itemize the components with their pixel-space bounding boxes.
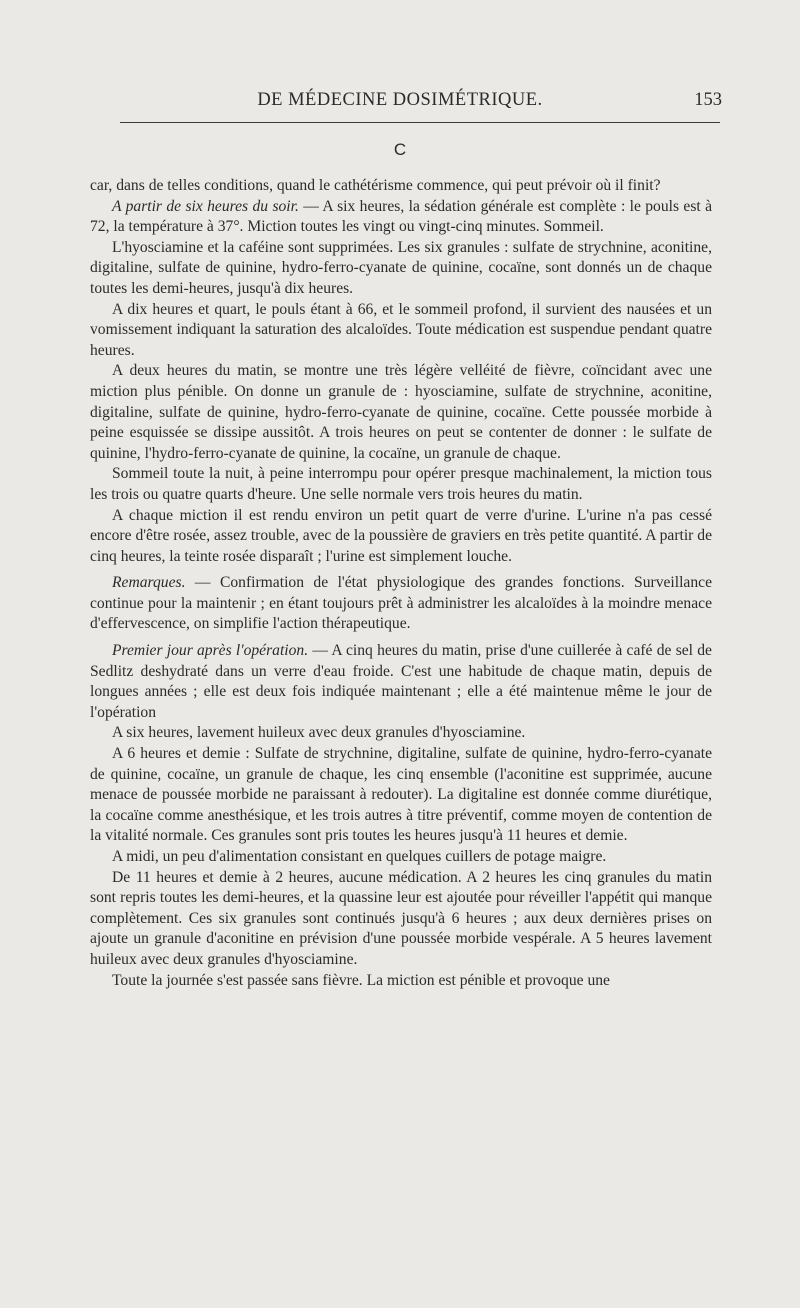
page-header — [90, 86, 722, 116]
paragraph-text: — Confirmation de l'état physiologique des grandes fonctions. Surveillance continue pour la maintenir ; en étant toujours prêt à administrer les alcaloïdes à la moindre menace d'effervescence, on simplifie l'action thérapeutique. — [90, 574, 712, 633]
paragraph — [90, 868, 712, 971]
paragraph-text: A midi, un peu d'alimentation consistant en quelques cuillers de potage maigre. — [112, 848, 607, 865]
header-rule — [120, 122, 720, 123]
paragraph-text: A 6 heures et demie : Sulfate de strychnine, digitaline, sulfate de quinine, hydro-ferro-cyanate de quinine, cocaïne, un granule de chaque, les cinq ensemble (l'aconitine est supprimée, aucune menace de poussée morbide ne paraissant à redouter). La digitaline est donnée comme diurétique, la cocaïne comme anesthésique, et les trois autres à titre préventif, comme moyen de contention de la vitalité normale. Ces granules sont pris toutes les heures jusqu'à 11 heures et demie. — [90, 745, 712, 845]
paragraph — [90, 361, 712, 464]
paragraph — [90, 506, 712, 568]
running-title: DE MÉDECINE DOSIMÉTRIQUE. — [257, 90, 543, 110]
paragraph-text: De 11 heures et demie à 2 heures, aucune médication. A 2 heures les cinq granules du matin sont repris toutes les demi-heures, et la quassine leur est ajoutée pour réveiller l'appétit qui manque complètement. Ces six granules sont continués jusqu'à 6 heures ; aux deux dernières prises on ajoute un granule d'aconitine en prévision d'une poussée morbide vespérale. A 5 heures lavement huileux avec deux granules d'hyosciamine. — [90, 868, 712, 968]
paragraph — [90, 641, 712, 723]
paragraph — [90, 464, 712, 505]
paragraph — [90, 300, 712, 362]
paragraph-text: A deux heures du matin, se montre une très légère velléité de fièvre, coïncidant avec une miction plus pénible. On donne un granule de : hyosciamine, sulfate de strychnine, aconitine, digitaline, sulfate de quinine, hydro-ferro-cyanate de quinine, cocaïne. Cette poussée morbide à peine esquissée se dissipe aussitôt. A trois heures on peut se contenter de donner : le sulfate de quinine, l'hydro-ferro-cyanate de quinine, la cocaïne, un granule de chaque. — [90, 362, 712, 462]
paragraph-text: L'hyosciamine et la caféine sont supprimées. Les six granules : sulfate de strychnine, aconitine, digitaline, sulfate de quinine, hydro-ferro-cyanate de quinine, cocaïne, sont donnés un de chaque toutes les demi-heures, jusqu'à dix heures. — [90, 238, 712, 297]
paragraph-text: — A six heures, la sédation générale est complète : le pouls est à 72, la température à 37°. Miction toutes les vingt ou vingt-cinq minutes. Sommeil. — [90, 197, 713, 236]
paragraph-text: Toute la journée s'est passée sans fièvre. La miction est pénible et provoque une — [112, 971, 610, 989]
paragraph-text: Sommeil toute la nuit, à peine interrompu pour opérer presque machinalement, la miction tous les trois ou quatre quarts d'heure. Une selle normale vers trois heures du matin. — [90, 465, 712, 503]
paragraph — [90, 176, 712, 197]
paragraph-text: A chaque miction il est rendu environ un petit quart de verre d'urine. L'urine n'a pas cessé encore d'être rosée, assez trouble, avec de la poussière de graviers en très petite quantité. A partir de cinq heures, la teinte rosée disparaît ; l'urine est simplement louche. — [90, 506, 712, 565]
paragraph — [90, 744, 712, 847]
signature-mark: C — [393, 140, 407, 159]
paragraph-heading: Premier jour après l'opération. — [112, 642, 309, 660]
paragraph-heading: Remarques. — [112, 574, 186, 592]
paragraph — [90, 847, 712, 868]
paragraph — [90, 971, 712, 992]
paragraph — [90, 238, 712, 300]
paragraph-text: — A cinq heures du matin, prise d'une cuillerée à café de sel de Sedlitz deshydraté dans un verre d'eau froide. C'est une habitude de chaque matin, depuis de longues années ; elle est deux fois indiquée maintenant ; elle a été maintenue même le jour de l'opération — [90, 642, 712, 721]
paragraph — [90, 197, 712, 238]
body-text — [90, 176, 712, 991]
paragraph-heading: A partir de six heures du soir. — [112, 197, 299, 215]
paragraph-text: car, dans de telles conditions, quand le cathétérisme commence, qui peut prévoir où il finit? — [90, 177, 661, 194]
paragraph — [90, 573, 712, 635]
paragraph-text: A dix heures et quart, le pouls étant à 66, et le sommeil profond, il survient des nausées et un vomissement indiquant la saturation des alcaloïdes. Toute médication est suspendue pendant quatre heures. — [90, 300, 712, 359]
paragraph-text: A six heures, lavement huileux avec deux granules d'hyosciamine. — [112, 724, 526, 742]
page-number: 153 — [694, 90, 722, 110]
paragraph — [90, 723, 712, 744]
